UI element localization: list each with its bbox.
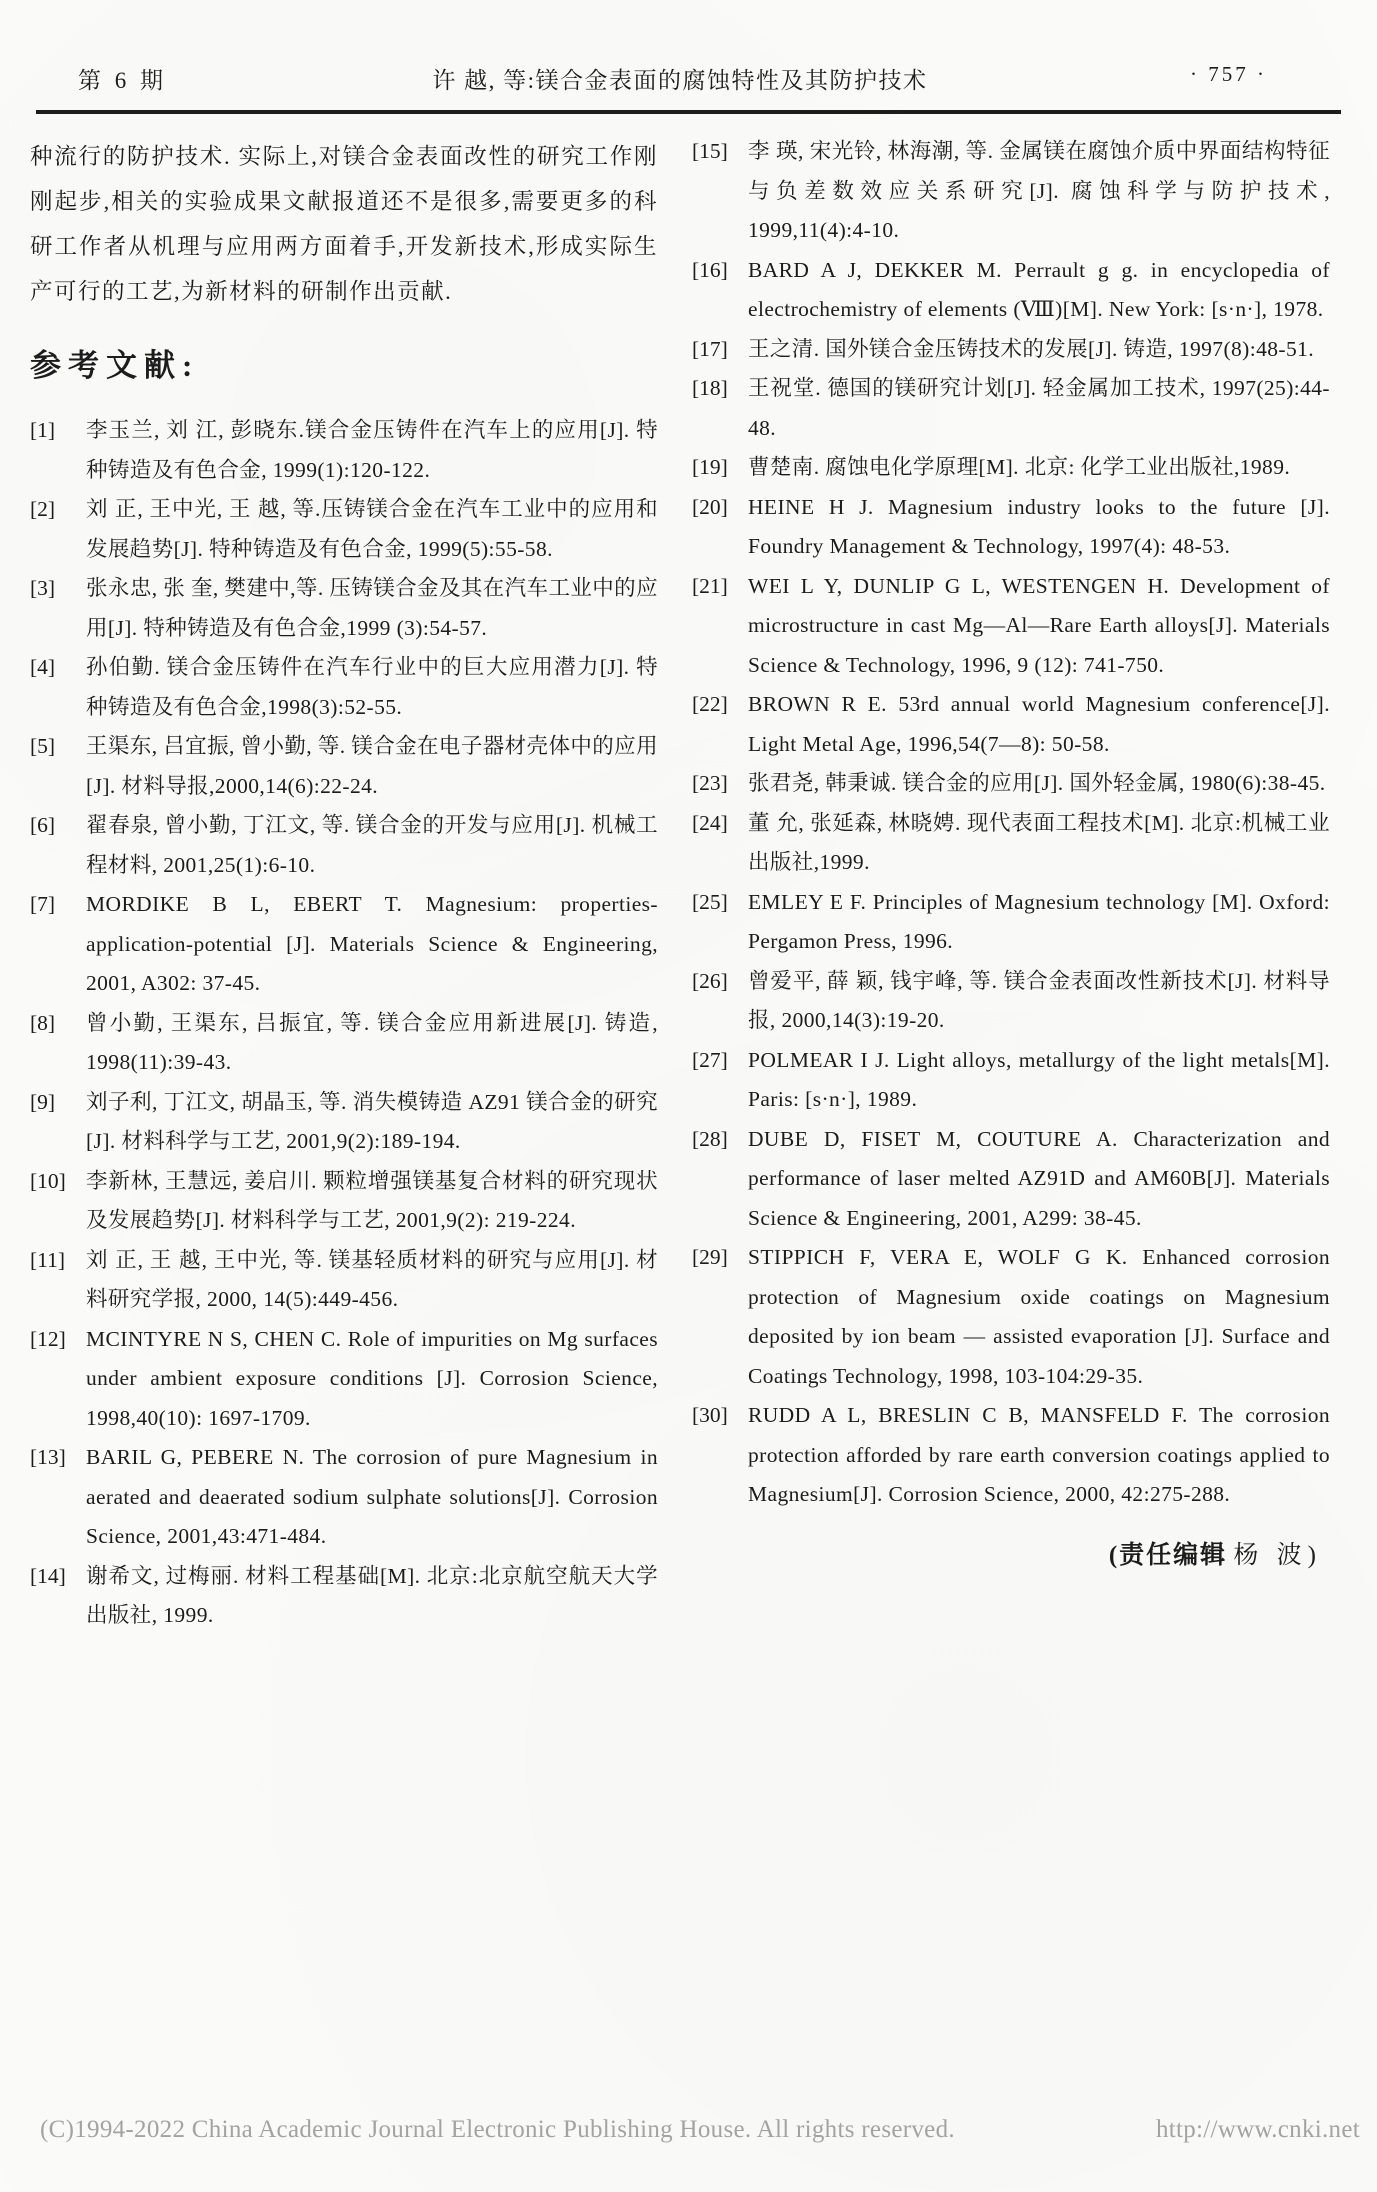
reference-item xyxy=(692,1396,1330,1515)
reference-label: [10] xyxy=(30,1168,66,1193)
reference-label: [24] xyxy=(692,810,728,835)
reference-item xyxy=(30,1438,658,1557)
right-column xyxy=(692,128,1330,1571)
reference-label: [4] xyxy=(30,655,56,679)
reference-label: [15] xyxy=(692,139,728,163)
reference-label: [1] xyxy=(30,418,56,442)
reference-text: 王祝堂. 德国的镁研究计划[J]. 轻金属加工技术, 1997(25):44-48. xyxy=(748,376,1330,440)
reference-label: [3] xyxy=(30,576,56,600)
reference-item xyxy=(30,1557,658,1636)
reference-item xyxy=(30,490,658,569)
reference-label: [22] xyxy=(692,692,728,716)
reference-item xyxy=(692,804,1330,883)
running-title: 许 越, 等:镁合金表面的腐蚀特性及其防护技术 xyxy=(432,68,928,93)
reference-text: MORDIKE B L, EBERT T. Magnesium: properties-application-potential [J]. Materials Science & Engineering, 2001, A302: 37-45. xyxy=(86,892,658,995)
reference-text: 王渠东, 吕宜振, 曾小勤, 等. 镁合金在电子器材壳体中的应用[J]. 材料导报,2000,14(6):22-24. xyxy=(86,734,658,798)
reference-label: [17] xyxy=(692,336,728,361)
reference-text: DUBE D, FISET M, COUTURE A. Characterization and performance of laser melted AZ91D and AM60B[J]. Materials Science & Engineering, 2001, A299: 38-45. xyxy=(748,1126,1330,1230)
reference-item xyxy=(30,1320,658,1439)
reference-label: [26] xyxy=(692,968,728,993)
reference-item xyxy=(30,885,658,1004)
intro-paragraph: 种流行的防护技术. 实际上,对镁合金表面改性的研究工作刚刚起步,相关的实验成果文献报道还不是很多,需要更多的科研工作者从机理与应用两方面着手,开发新技术,形成实际生产可行的工艺,为新材料的研制作出贡献. xyxy=(30,144,658,304)
reference-label: [2] xyxy=(30,497,56,521)
footer xyxy=(40,2116,1360,2144)
reference-label: [28] xyxy=(692,1126,728,1151)
reference-item xyxy=(30,1004,658,1083)
references-list-right xyxy=(692,132,1330,1515)
footer-copyright: (C)1994-2022 China Academic Journal Electronic Publishing House. All rights reserved. xyxy=(40,2116,955,2143)
reference-text: BROWN R E. 53rd annual world Magnesium conference[J]. Light Metal Age, 1996,54(7—8): 50-58. xyxy=(748,692,1330,756)
reference-text: 刘 正, 王中光, 王 越, 等.压铸镁合金在汽车工业中的应用和发展趋势[J]. 特种铸造及有色合金, 1999(5):55-58. xyxy=(86,497,658,561)
reference-label: [20] xyxy=(692,494,728,519)
reference-item xyxy=(30,727,658,806)
reference-text: STIPPICH F, VERA E, WOLF G K. Enhanced corrosion protection of Magnesium oxide coatings on Magnesium deposited by ion beam — assisted evaporation [J]. Surface and Coatings Technology, 1998, 103-104:29-35. xyxy=(748,1245,1330,1388)
reference-text: MCINTYRE N S, CHEN C. Role of impurities on Mg surfaces under ambient exposure conditions [J]. Corrosion Science, 1998,40(10): 1697-1709. xyxy=(86,1326,658,1430)
reference-text: 刘子利, 丁江文, 胡晶玉, 等. 消失模铸造 AZ91 镁合金的研究[J]. 材料科学与工艺, 2001,9(2):189-194. xyxy=(86,1089,658,1153)
reference-text: HEINE H J. Magnesium industry looks to the future [J]. Foundry Management & Technology, 1997(4): 48-53. xyxy=(748,494,1330,558)
reference-text: 李新林, 王慧远, 姜启川. 颗粒增强镁基复合材料的研究现状及发展趋势[J]. 材料科学与工艺, 2001,9(2): 219-224. xyxy=(86,1168,658,1232)
reference-text: 李 瑛, 宋光铃, 林海潮, 等. 金属镁在腐蚀介质中界面结构特征与负差数效应关系研究[J]. 腐蚀科学与防护技术, 1999,11(4):4-10. xyxy=(748,139,1330,242)
reference-label: [11] xyxy=(30,1247,66,1272)
reference-label: [16] xyxy=(692,257,728,282)
reference-label: [25] xyxy=(692,889,728,914)
reference-label: [13] xyxy=(30,1445,66,1469)
reference-label: [5] xyxy=(30,734,56,758)
reference-label: [21] xyxy=(692,573,728,598)
reference-label: [27] xyxy=(692,1047,728,1072)
reference-text: 张永忠, 张 奎, 樊建中,等. 压铸镁合金及其在汽车工业中的应用[J]. 特种铸造及有色合金,1999 (3):54-57. xyxy=(86,576,658,640)
reference-label: [18] xyxy=(692,376,728,400)
page-number: · 757 · xyxy=(1190,62,1267,86)
reference-label: [7] xyxy=(30,892,56,916)
references-list-left xyxy=(30,411,658,1636)
editor-note xyxy=(692,1535,1330,1571)
left-column xyxy=(30,128,658,1636)
journal-issue: 第 6 期 xyxy=(78,68,167,93)
footer-url: http://www.cnki.net xyxy=(1155,2116,1360,2143)
reference-text: RUDD A L, BRESLIN C B, MANSFELD F. The corrosion protection afforded by rare earth conversion coatings applied to Magnesium[J]. Corrosion Science, 2000, 42:275-288. xyxy=(748,1403,1330,1506)
reference-text: 曹楚南. 腐蚀电化学原理[M]. 北京: 化学工业出版社,1989. xyxy=(748,455,1291,479)
reference-label: [23] xyxy=(692,771,728,795)
editor-note-label: (责任编辑 xyxy=(1108,1541,1228,1569)
reference-item xyxy=(692,962,1330,1041)
reference-label: [12] xyxy=(30,1326,66,1351)
reference-item xyxy=(692,764,1330,804)
reference-item xyxy=(30,1241,658,1320)
reference-item xyxy=(692,488,1330,567)
reference-text: EMLEY E F. Principles of Magnesium technology [M]. Oxford: Pergamon Press, 1996. xyxy=(748,889,1330,953)
reference-item xyxy=(692,1041,1330,1120)
reference-text: 刘 正, 王 越, 王中光, 等. 镁基轻质材料的研究与应用[J]. 材料研究学报, 2000, 14(5):449-456. xyxy=(86,1247,658,1311)
reference-label: [30] xyxy=(692,1403,728,1427)
reference-text: 董 允, 张延森, 林晓娉. 现代表面工程技术[M]. 北京:机械工业出版社,1999. xyxy=(748,810,1330,874)
reference-item xyxy=(692,1120,1330,1239)
reference-item xyxy=(692,132,1330,251)
reference-label: [9] xyxy=(30,1089,56,1114)
reference-text: 谢希文, 过梅丽. 材料工程基础[M]. 北京:北京航空航天大学出版社, 1999. xyxy=(86,1563,658,1627)
reference-item xyxy=(30,806,658,885)
reference-text: 王之清. 国外镁合金压铸技术的发展[J]. 铸造, 1997(8):48-51. xyxy=(748,336,1315,361)
reference-text: 李玉兰, 刘 江, 彭晓东.镁合金压铸件在汽车上的应用[J]. 特种铸造及有色合金, 1999(1):120-122. xyxy=(86,418,658,482)
reference-text: 张君尧, 韩秉诚. 镁合金的应用[J]. 国外轻金属, 1980(6):38-45. xyxy=(748,771,1326,795)
reference-text: BARD A J, DEKKER M. Perrault g g. in encyclopedia of electrochemistry of elements (Ⅷ)[M]. New York: [s·n·], 1978. xyxy=(748,257,1330,321)
reference-item xyxy=(692,448,1330,488)
reference-text: 孙伯勤. 镁合金压铸件在汽车行业中的巨大应用潜力[J]. 特种铸造及有色合金,1998(3):52-55. xyxy=(86,655,658,719)
references-heading: 参考文献: xyxy=(30,348,200,383)
reference-label: [6] xyxy=(30,813,56,837)
header-rule xyxy=(36,110,1341,114)
reference-label: [29] xyxy=(692,1245,728,1269)
reference-item xyxy=(30,411,658,490)
reference-item xyxy=(692,883,1330,962)
reference-text: WEI L Y, DUNLIP G L, WESTENGEN H. Development of microstructure in cast Mg—Al—Rare Earth alloys[J]. Materials Science & Technology, 1996, 9 (12): 741-750. xyxy=(748,573,1330,677)
reference-item xyxy=(692,1238,1330,1396)
reference-label: [19] xyxy=(692,455,728,479)
reference-item xyxy=(692,685,1330,764)
reference-item xyxy=(30,569,658,648)
reference-label: [8] xyxy=(30,1010,56,1035)
reference-item xyxy=(30,1083,658,1162)
reference-text: 曾爱平, 薛 颖, 钱宇峰, 等. 镁合金表面改性新技术[J]. 材料导报, 2000,14(3):19-20. xyxy=(748,968,1330,1032)
reference-text: 曾小勤, 王渠东, 吕振宜, 等. 镁合金应用新进展[J]. 铸造, 1998(11):39-43. xyxy=(86,1010,658,1074)
reference-item xyxy=(692,567,1330,686)
reference-text: 翟春泉, 曾小勤, 丁江文, 等. 镁合金的开发与应用[J]. 机械工程材料, 2001,25(1):6-10. xyxy=(86,813,658,877)
editor-note-name: 杨 波) xyxy=(1233,1541,1322,1569)
reference-item xyxy=(30,1162,658,1241)
reference-label: [14] xyxy=(30,1563,66,1588)
reference-item xyxy=(30,648,658,727)
reference-text: POLMEAR I J. Light alloys, metallurgy of the light metals[M]. Paris: [s·n·], 1989. xyxy=(748,1047,1330,1111)
reference-item xyxy=(692,369,1330,448)
reference-item xyxy=(692,251,1330,330)
reference-item xyxy=(692,330,1330,370)
reference-text: BARIL G, PEBERE N. The corrosion of pure Magnesium in aerated and deaerated sodium sulphate solutions[J]. Corrosion Science, 2001,43:471-484. xyxy=(86,1445,658,1548)
